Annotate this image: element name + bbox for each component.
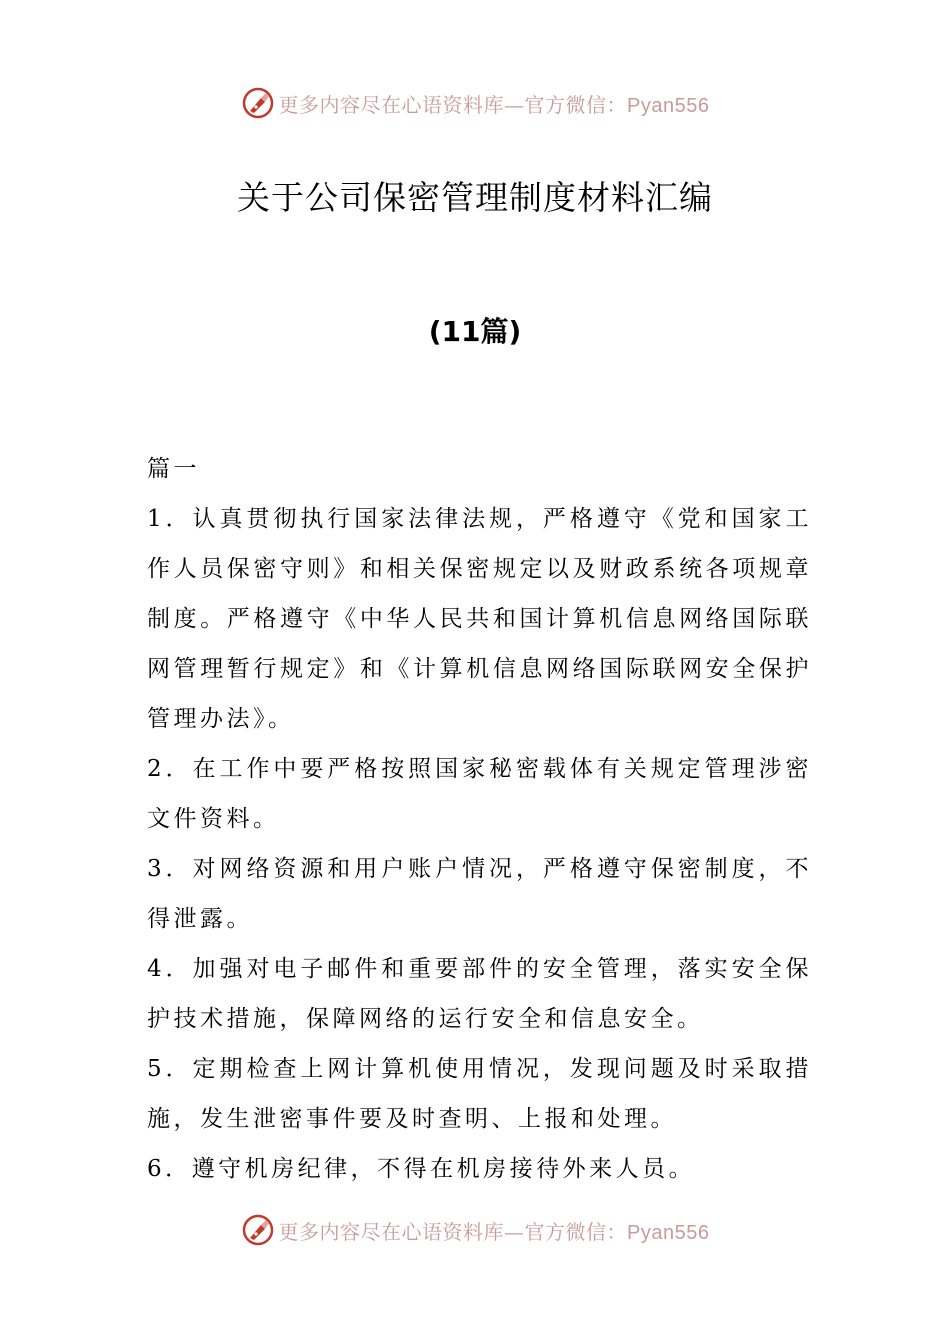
list-item-2: 2．在工作中要严格按照国家秘密载体有关规定管理涉密文件资料。: [147, 756, 812, 832]
list-item-1: 1．认真贯彻执行国家法律法规，严格遵守《党和国家工作人员保密守则》和相关保密规定以及财政系统各项规章制度。严格遵守《中华人民共和国计算机信息网络国际联网管理暂行规定》和《计算机信息网络国际联网安全保护管理办法》。: [147, 506, 812, 732]
watermark-label: 更多内容尽在心语资料库—官方微信：: [278, 92, 628, 117]
document-title: 关于公司保密管理制度材料汇编: [237, 178, 713, 217]
header-watermark: [0, 83, 950, 123]
document-subtitle: (11篇): [428, 315, 522, 348]
footer-watermark: [0, 1210, 950, 1250]
watermark-label: 更多内容尽在心语资料库—官方微信：: [278, 1219, 628, 1244]
watermark-text: [279, 89, 710, 118]
pen-nib-logo-icon: [241, 1213, 275, 1247]
document-body: [147, 444, 812, 1194]
wechat-id: Pyan556: [627, 1221, 710, 1244]
list-item-3: 3．对网络资源和用户账户情况，严格遵守保密制度，不得泄露。: [147, 856, 812, 932]
section-heading: 篇一: [147, 456, 200, 482]
watermark-text: [279, 1216, 710, 1245]
list-item-6: 6．遵守机房纪律，不得在机房接待外来人员。: [147, 1156, 696, 1182]
wechat-id: Pyan556: [627, 94, 710, 117]
list-item-5: 5．定期检查上网计算机使用情况，发现问题及时采取措施，发生泄密事件要及时查明、上报和处理。: [147, 1056, 812, 1132]
list-item-4: 4．加强对电子邮件和重要部件的安全管理，落实安全保护技术措施，保障网络的运行安全和信息安全。: [147, 956, 812, 1032]
pen-nib-logo-icon: [241, 86, 275, 120]
